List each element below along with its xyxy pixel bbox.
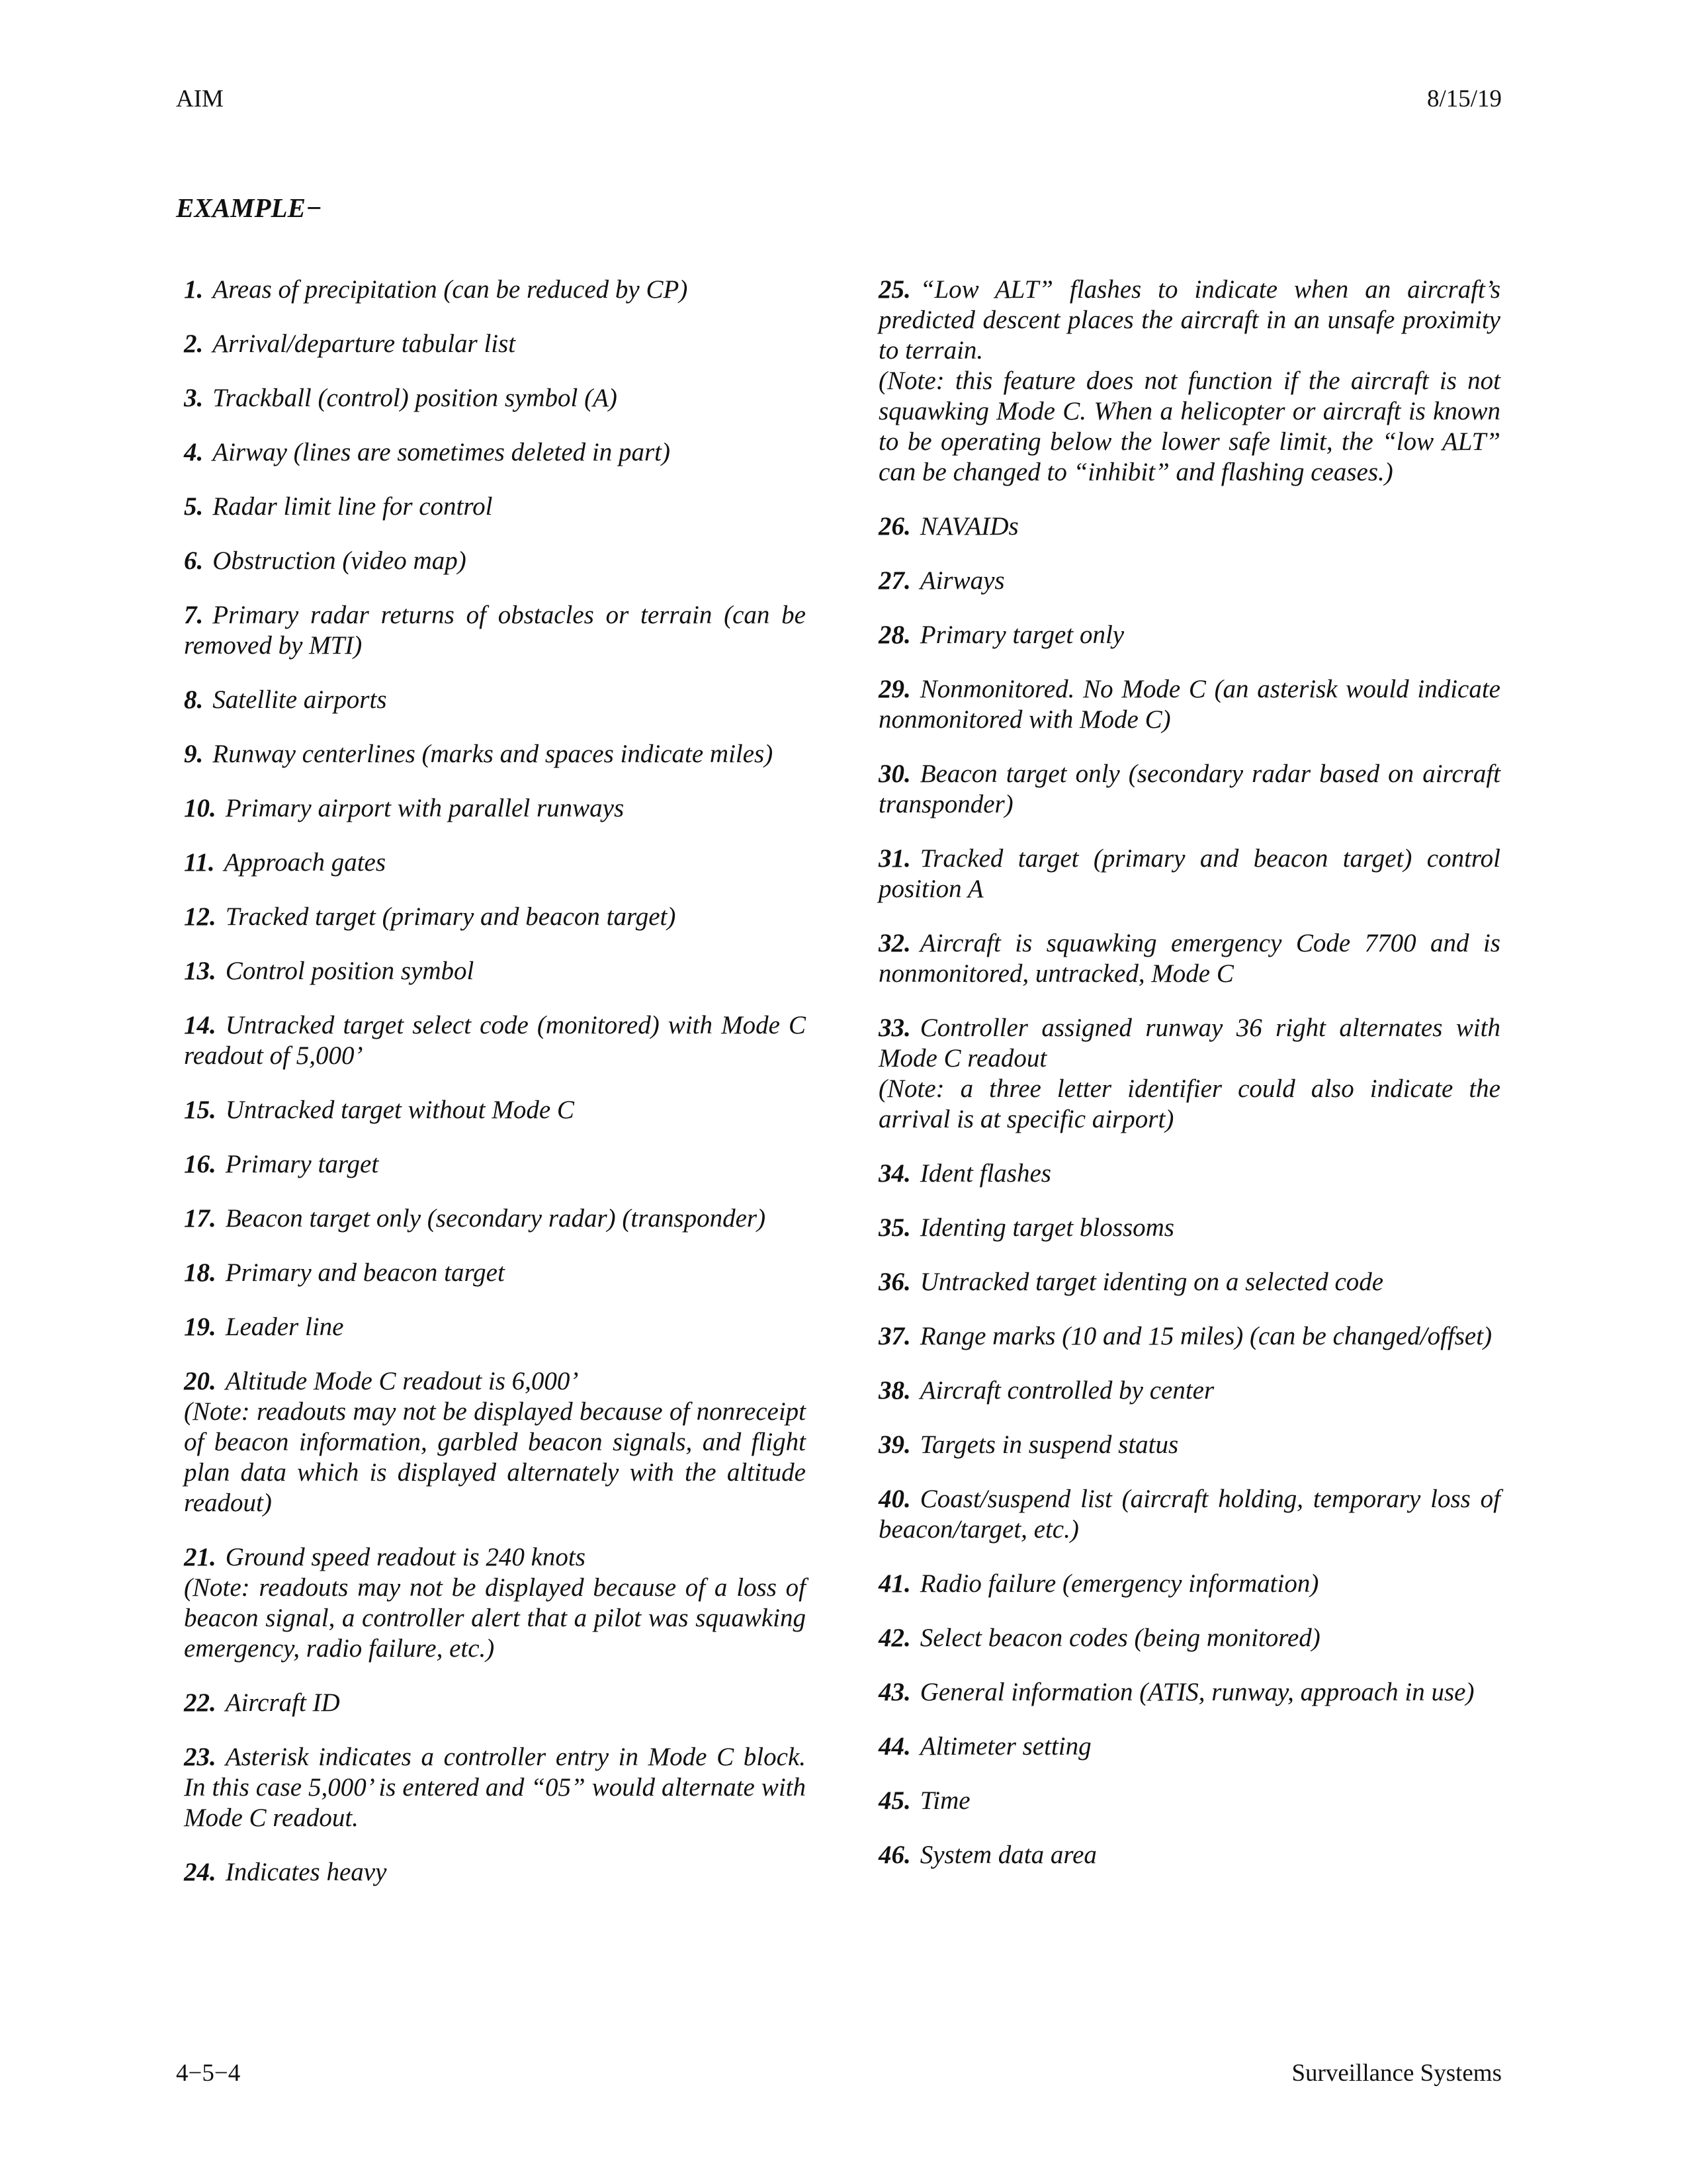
list-item	[184, 1095, 806, 1125]
item-text: Aircraft is squawking emergency Code 7700 and is nonmonitored, untracked, Mode C	[879, 929, 1500, 988]
item-text: Primary airport with parallel runways	[225, 794, 625, 822]
item-text: Runway centerlines (marks and spaces indicate miles)	[212, 740, 773, 768]
item-number: 7.	[184, 601, 204, 629]
item-number: 10.	[184, 794, 216, 822]
item-number: 17.	[184, 1204, 216, 1233]
list-item	[184, 1010, 806, 1071]
right-column-list	[879, 275, 1500, 1894]
list-item	[184, 329, 806, 359]
list-item	[184, 1742, 806, 1833]
item-text: Untracked target select code (monitored) with Mode C readout of 5,000’	[184, 1011, 806, 1070]
item-text: Altitude Mode C readout is 6,000’	[225, 1367, 579, 1395]
item-number: 15.	[184, 1096, 216, 1124]
list-item	[184, 956, 806, 986]
example-heading: EXAMPLE−	[176, 193, 322, 223]
list-item	[879, 1158, 1500, 1189]
list-item	[879, 1569, 1500, 1599]
item-text: Airway (lines are sometimes deleted in part)	[212, 438, 671, 466]
item-text: Coast/suspend list (aircraft holding, temporary loss of beacon/target, etc.)	[879, 1485, 1500, 1544]
list-item	[184, 492, 806, 522]
list-item	[184, 1203, 806, 1234]
item-number: 38.	[879, 1376, 911, 1405]
item-number: 19.	[184, 1313, 216, 1341]
list-item	[879, 511, 1500, 542]
item-number: 18.	[184, 1258, 216, 1287]
list-item	[879, 759, 1500, 820]
list-item	[184, 1258, 806, 1288]
list-item	[184, 739, 806, 769]
item-text: Select beacon codes (being monitored)	[920, 1624, 1320, 1652]
item-number: 25.	[879, 275, 911, 304]
list-item	[184, 1312, 806, 1342]
item-note: (Note: readouts may not be displayed because of a loss of beacon signal, a controller alert that a pilot was squawking emergency, radio failure, etc.)	[184, 1573, 806, 1663]
item-text: Leader line	[225, 1313, 344, 1341]
list-item	[879, 928, 1500, 989]
item-number: 12.	[184, 902, 216, 931]
item-text: Tracked target (primary and beacon target) control position A	[879, 844, 1500, 903]
list-item	[184, 848, 806, 878]
item-number: 23.	[184, 1743, 216, 1771]
list-item	[879, 844, 1500, 904]
list-item	[879, 1376, 1500, 1406]
list-item	[184, 600, 806, 661]
item-number: 36.	[879, 1268, 911, 1296]
item-text: General information (ATIS, runway, approach in use)	[920, 1678, 1475, 1706]
list-item	[184, 1688, 806, 1718]
item-number: 32.	[879, 929, 911, 957]
item-text: Untracked target without Mode C	[225, 1096, 574, 1124]
item-number: 9.	[184, 740, 204, 768]
list-item	[879, 1430, 1500, 1460]
list-item	[879, 275, 1500, 488]
list-item	[879, 1677, 1500, 1708]
item-text: Primary and beacon target	[225, 1258, 505, 1287]
item-text: Obstruction (video map)	[212, 546, 466, 575]
item-number: 45.	[879, 1786, 911, 1815]
item-number: 24.	[184, 1858, 216, 1886]
item-text: Aircraft controlled by center	[920, 1376, 1215, 1405]
item-text: Aircraft ID	[225, 1688, 340, 1717]
item-number: 5.	[184, 492, 204, 521]
list-item	[879, 1623, 1500, 1653]
item-text: Range marks (10 and 15 miles) (can be changed/offset)	[920, 1322, 1492, 1350]
header-date: 8/15/19	[1426, 85, 1502, 112]
list-item	[184, 793, 806, 824]
item-number: 40.	[879, 1485, 911, 1513]
list-item	[879, 1731, 1500, 1762]
item-text: Approach gates	[224, 848, 386, 877]
item-number: 34.	[879, 1159, 911, 1188]
item-number: 33.	[879, 1014, 911, 1042]
item-number: 2.	[184, 329, 204, 358]
list-item	[184, 1149, 806, 1180]
item-number: 27.	[879, 566, 911, 595]
item-number: 1.	[184, 275, 204, 304]
footer-page-number: 4−5−4	[176, 2060, 241, 2087]
list-item	[879, 1267, 1500, 1297]
item-text: Primary target only	[920, 621, 1125, 649]
item-text: Primary radar returns of obstacles or terrain (can be removed by MTI)	[184, 601, 806, 660]
item-number: 26.	[879, 512, 911, 541]
item-text: Altimeter setting	[920, 1732, 1092, 1761]
list-item	[879, 1321, 1500, 1352]
item-text: Untracked target identing on a selected code	[920, 1268, 1384, 1296]
item-number: 41.	[879, 1569, 911, 1598]
item-text: Asterisk indicates a controller entry in Mode C block. In this case 5,000’ is entered and “05” would alternate with Mode C readout.	[184, 1743, 806, 1832]
item-number: 6.	[184, 546, 204, 575]
item-text: Nonmonitored. No Mode C (an asterisk would indicate nonmonitored with Mode C)	[879, 675, 1500, 734]
item-number: 4.	[184, 438, 204, 466]
item-text: Trackball (control) position symbol (A)	[212, 384, 617, 412]
list-item	[184, 383, 806, 414]
list-item	[184, 1366, 806, 1518]
item-text: Arrival/departure tabular list	[212, 329, 516, 358]
item-number: 3.	[184, 384, 204, 412]
list-item	[184, 275, 806, 305]
item-number: 44.	[879, 1732, 911, 1761]
header-doc-title: AIM	[176, 85, 224, 112]
list-item	[879, 1484, 1500, 1545]
item-number: 29.	[879, 675, 911, 703]
item-number: 14.	[184, 1011, 216, 1039]
item-number: 46.	[879, 1841, 911, 1869]
list-item	[879, 620, 1500, 650]
item-text: Beacon target only (secondary radar based on aircraft transponder)	[879, 760, 1500, 818]
list-item	[879, 1786, 1500, 1816]
item-number: 35.	[879, 1213, 911, 1242]
item-text: Identing target blossoms	[920, 1213, 1174, 1242]
item-number: 16.	[184, 1150, 216, 1178]
list-item	[184, 546, 806, 576]
list-item	[879, 674, 1500, 735]
item-text: Tracked target (primary and beacon target)	[225, 902, 676, 931]
item-text: Controller assigned runway 36 right alternates with Mode C readout	[879, 1014, 1500, 1072]
item-text: Targets in suspend status	[920, 1430, 1179, 1459]
item-number: 11.	[184, 848, 215, 877]
item-text: Beacon target only (secondary radar) (transponder)	[225, 1204, 766, 1233]
item-number: 28.	[879, 621, 911, 649]
list-item	[879, 1013, 1500, 1135]
item-text: Ident flashes	[920, 1159, 1051, 1188]
list-item	[184, 902, 806, 932]
item-number: 21.	[184, 1543, 216, 1571]
list-item	[879, 1840, 1500, 1870]
item-text: Primary target	[225, 1150, 379, 1178]
list-item	[184, 1857, 806, 1888]
item-note: (Note: readouts may not be displayed because of nonreceipt of beacon information, garbled beacon signals, and flight plan data which is displayed alternately with the altitude readout)	[184, 1397, 806, 1517]
item-number: 31.	[879, 844, 911, 873]
item-text: “Low ALT” flashes to indicate when an aircraft’s predicted descent places the aircraft in an unsafe proximity to terrain.	[879, 275, 1500, 365]
item-text: Radio failure (emergency information)	[920, 1569, 1319, 1598]
item-text: Time	[920, 1786, 971, 1815]
item-number: 43.	[879, 1678, 911, 1706]
item-text: System data area	[920, 1841, 1097, 1869]
item-number: 42.	[879, 1624, 911, 1652]
list-item	[879, 1213, 1500, 1243]
left-column-list	[184, 275, 806, 1911]
item-text: Control position symbol	[225, 957, 474, 985]
item-note: (Note: this feature does not function if the aircraft is not squawking Mode C. When a helicopter or aircraft is known to be operating below the lower safe limit, the “low ALT” can be changed to “inhibit” and flashing ceases.)	[879, 367, 1500, 486]
item-text: Ground speed readout is 240 knots	[225, 1543, 585, 1571]
item-number: 39.	[879, 1430, 911, 1459]
item-text: Indicates heavy	[225, 1858, 387, 1886]
item-text: Radar limit line for control	[212, 492, 493, 521]
item-text: Areas of precipitation (can be reduced by CP)	[212, 275, 688, 304]
item-number: 22.	[184, 1688, 216, 1717]
item-number: 30.	[879, 760, 911, 788]
item-text: Airways	[920, 566, 1005, 595]
list-item	[879, 566, 1500, 596]
footer-section-title: Surveillance Systems	[1291, 2060, 1502, 2087]
item-note: (Note: a three letter identifier could also indicate the arrival is at specific airport)	[879, 1074, 1500, 1133]
list-item	[184, 685, 806, 715]
item-number: 37.	[879, 1322, 911, 1350]
item-number: 20.	[184, 1367, 216, 1395]
item-text: Satellite airports	[212, 685, 387, 714]
item-number: 8.	[184, 685, 204, 714]
item-number: 13.	[184, 957, 216, 985]
item-text: NAVAIDs	[920, 512, 1019, 541]
list-item	[184, 437, 806, 468]
list-item	[184, 1542, 806, 1664]
